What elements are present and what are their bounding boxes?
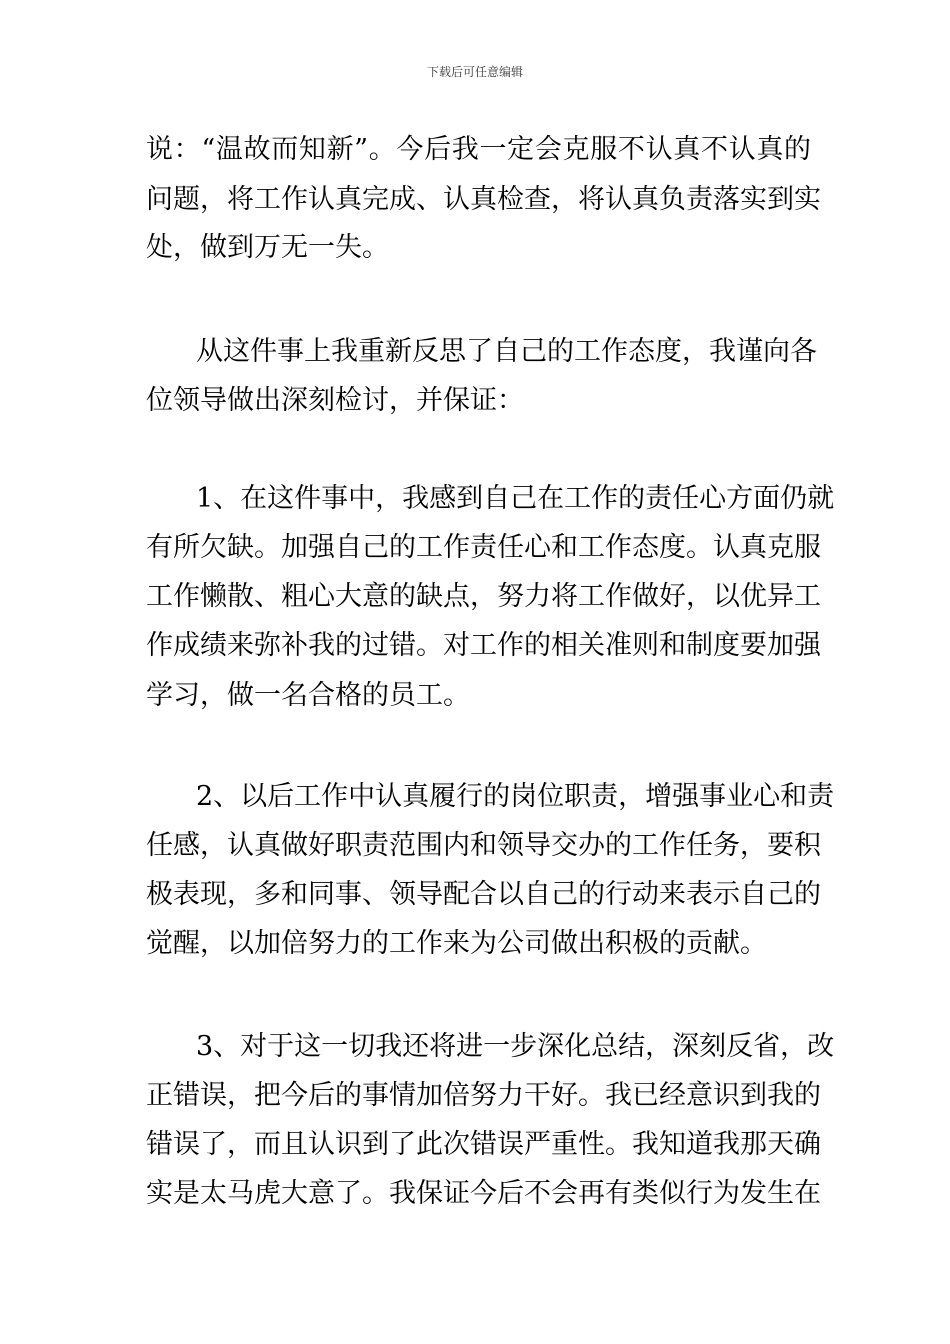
paragraph-line: 1、在这件事中，我感到自己在工作的责任心方面仍就 [196,483,835,514]
paragraph-line: 学习，做一名合格的员工。 [146,680,470,711]
paragraph-line: 工作懒散、粗心大意的缺点，努力将工作做好，以优异工 [146,581,821,612]
paragraph-line: 处，做到万无一失。 [146,232,389,263]
paragraph-line: 任感，认真做好职责范围内和领导交办的工作任务，要积 [146,830,821,861]
paragraph-line: 说：“温故而知新”。今后我一定会克服不认真不认真的 [146,134,811,165]
paragraph-line: 问题，将工作认真完成、认真检查，将认真负责落实到实 [146,184,821,215]
paragraph-line: 觉醒，以加倍努力的工作来为公司做出积极的贡献。 [146,928,767,959]
page-header: 下载后可任意编辑 [426,65,523,79]
paragraph-line: 2、以后工作中认真履行的岗位职责，增强事业心和责 [196,781,835,812]
paragraph-line: 3、对于这一切我还将进一步深化总结，深刻反省，改 [196,1031,835,1062]
paragraph-line: 正错误，把今后的事情加倍努力干好。我已经意识到我的 [146,1080,821,1111]
paragraph-line: 作成绩来弥补我的过错。对工作的相关准则和制度要加强 [146,630,821,661]
paragraph-line: 从这件事上我重新反思了自己的工作态度，我谨向各 [196,336,817,367]
paragraph-line: 错误了，而且认识到了此次错误严重性。我知道我那天确 [146,1129,821,1160]
paragraph-line: 极表现，多和同事、领导配合以自己的行动来表示自己的 [146,879,821,910]
paragraph-line: 位领导做出深刻检讨，并保证： [146,385,524,416]
paragraph-line: 有所欠缺。加强自己的工作责任心和工作态度。认真克服 [146,532,821,563]
paragraph-line: 实是太马虎大意了。我保证今后不会再有类似行为发生在 [146,1178,821,1209]
